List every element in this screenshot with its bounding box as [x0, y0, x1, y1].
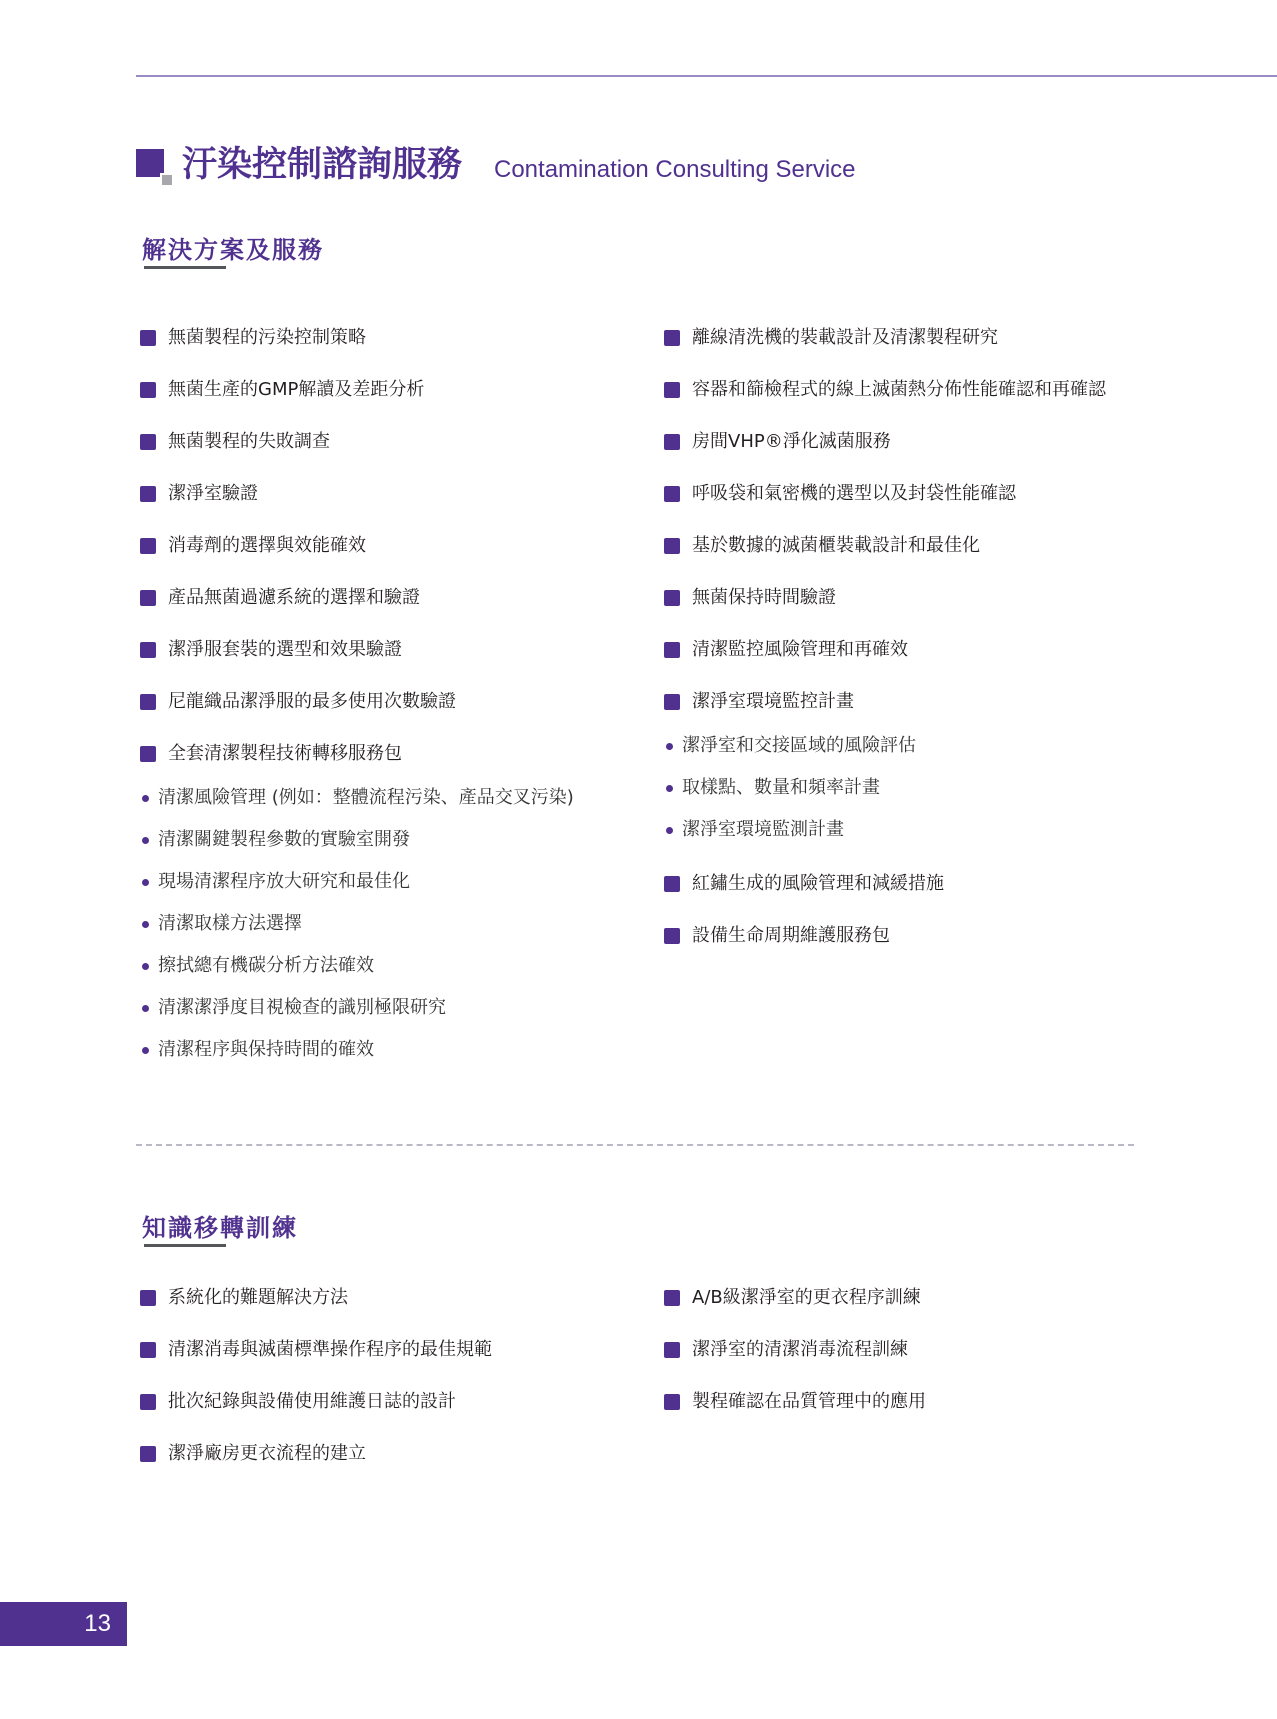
square-bullet-icon [140, 382, 156, 398]
list-item [140, 1442, 366, 1466]
dot-bullet-icon [142, 879, 149, 886]
list-item-text: 無菌保持時間驗證 [692, 587, 836, 608]
list-item-text: 現場清潔程序放大研究和最佳化 [158, 871, 410, 892]
list-item [664, 430, 891, 454]
top-rule [136, 75, 1277, 77]
list-item [664, 1390, 926, 1414]
training-heading-underline [144, 1244, 226, 1247]
square-bullet-icon [140, 434, 156, 450]
list-item [140, 1390, 456, 1414]
page-number: 13 [0, 1602, 127, 1646]
list-item-text: 清潔程序與保持時間的確效 [158, 1039, 374, 1060]
dot-bullet-icon [666, 827, 673, 834]
square-bullet-icon [140, 538, 156, 554]
list-item [664, 1338, 908, 1362]
square-bullet-icon [664, 928, 680, 944]
list-item-text: 尼龍織品潔淨服的最多使用次數驗證 [168, 691, 456, 712]
list-item-text: 批次紀錄與設備使用維護日誌的設計 [168, 1391, 456, 1412]
square-bullet-icon [140, 694, 156, 710]
list-item-text: A/B級潔淨室的更衣程序訓練 [692, 1287, 921, 1308]
square-bullet-icon [664, 1342, 680, 1358]
list-item [140, 482, 258, 506]
list-item [664, 924, 890, 948]
dot-bullet-icon [142, 837, 149, 844]
list-item-text: 擦拭總有機碳分析方法確效 [158, 955, 374, 976]
section-divider [136, 1144, 1134, 1146]
square-bullet-icon [664, 1290, 680, 1306]
list-item-text: 消毒劑的選擇與效能確效 [168, 535, 366, 556]
sub-list-item [140, 828, 410, 852]
list-item [664, 534, 980, 558]
solutions-heading: 解決方案及服務 [142, 236, 324, 264]
list-item [140, 326, 366, 350]
square-bullet-icon [664, 382, 680, 398]
list-item [664, 326, 998, 350]
list-item [140, 1286, 348, 1310]
list-item-text: 容器和篩檢程式的線上滅菌熱分佈性能確認和再確認 [692, 379, 1106, 400]
list-item-text: 清潔風險管理 (例如：整體流程污染、產品交叉污染) [158, 787, 574, 808]
list-item-text: 清潔消毒與滅菌標準操作程序的最佳規範 [168, 1339, 492, 1360]
square-bullet-icon [140, 642, 156, 658]
list-item-text: 潔淨服套裝的選型和效果驗證 [168, 639, 402, 660]
list-item [140, 430, 330, 454]
list-item-text: 無菌製程的失敗調查 [168, 431, 330, 452]
dot-bullet-icon [142, 1047, 149, 1054]
list-item-text: 離線清洗機的裝載設計及清潔製程研究 [692, 327, 998, 348]
solutions-heading-underline [144, 266, 226, 269]
list-item-text: 取樣點、數量和頻率計畫 [682, 777, 880, 798]
square-bullet-icon [140, 1446, 156, 1462]
list-item [140, 378, 424, 402]
list-item [140, 534, 366, 558]
list-item-text: 潔淨室驗證 [168, 483, 258, 504]
sub-list-item [664, 818, 844, 842]
square-bullet-icon [664, 590, 680, 606]
list-item-text: 全套清潔製程技術轉移服務包 [168, 743, 402, 764]
title-english: Contamination Consulting Service [494, 156, 856, 183]
list-item [664, 378, 1106, 402]
sub-list-item [140, 954, 374, 978]
list-item-text: 清潔監控風險管理和再確效 [692, 639, 908, 660]
square-bullet-icon [140, 1342, 156, 1358]
square-bullet-icon [664, 876, 680, 892]
square-bullet-icon [140, 746, 156, 762]
square-bullet-icon [664, 642, 680, 658]
list-item-text: 清潔取樣方法選擇 [158, 913, 302, 934]
list-item-text: 潔淨廠房更衣流程的建立 [168, 1443, 366, 1464]
list-item-text: 紅鏽生成的風險管理和減緩措施 [692, 873, 944, 894]
sub-list-item [664, 734, 916, 758]
training-heading: 知識移轉訓練 [142, 1214, 298, 1242]
square-bullet-icon [664, 486, 680, 502]
sub-list-item [140, 996, 446, 1020]
square-bullet-icon [140, 486, 156, 502]
list-item [664, 872, 944, 896]
square-bullet-icon [140, 1394, 156, 1410]
list-item [140, 1338, 492, 1362]
dot-bullet-icon [142, 921, 149, 928]
dot-bullet-icon [142, 795, 149, 802]
list-item-text: 潔淨室的清潔消毒流程訓練 [692, 1339, 908, 1360]
list-item [664, 1286, 921, 1310]
sub-list-item [140, 1038, 374, 1062]
title-square-icon [136, 149, 172, 185]
list-item [140, 742, 402, 766]
sub-list-item [664, 776, 880, 800]
list-item-text: 製程確認在品質管理中的應用 [692, 1391, 926, 1412]
list-item-text: 基於數據的滅菌櫃裝載設計和最佳化 [692, 535, 980, 556]
list-item-text: 無菌生產的GMP解讀及差距分析 [168, 379, 425, 400]
square-bullet-icon [140, 330, 156, 346]
dot-bullet-icon [142, 1005, 149, 1012]
list-item [664, 482, 1016, 506]
list-item-text: 呼吸袋和氣密機的選型以及封袋性能確認 [692, 483, 1016, 504]
list-item-text: 潔淨室環境監測計畫 [682, 819, 844, 840]
square-bullet-icon [664, 434, 680, 450]
list-item-text: 設備生命周期維護服務包 [692, 925, 890, 946]
list-item-text: 系統化的難題解決方法 [168, 1287, 348, 1308]
list-item-text: 清潔潔淨度目視檢查的識別極限研究 [158, 997, 446, 1018]
square-bullet-icon [140, 1290, 156, 1306]
list-item-text: 產品無菌過濾系統的選擇和驗證 [168, 587, 420, 608]
list-item-text: 潔淨室環境監控計畫 [692, 691, 854, 712]
list-item-text: 清潔關鍵製程參數的實驗室開發 [158, 829, 410, 850]
list-item [664, 586, 836, 610]
list-item [140, 638, 402, 662]
list-item [140, 586, 420, 610]
square-bullet-icon [140, 590, 156, 606]
square-bullet-icon [664, 1394, 680, 1410]
sub-list-item [140, 786, 574, 810]
sub-list-item [140, 912, 302, 936]
list-item-text: 潔淨室和交接區域的風險評估 [682, 735, 916, 756]
list-item [664, 690, 854, 714]
list-item [140, 690, 456, 714]
square-bullet-icon [664, 330, 680, 346]
dot-bullet-icon [666, 743, 673, 750]
sub-list-item [140, 870, 410, 894]
list-item-text: 無菌製程的污染控制策略 [168, 327, 366, 348]
square-bullet-icon [664, 538, 680, 554]
square-bullet-icon [664, 694, 680, 710]
title-chinese: 汙染控制諮詢服務 [182, 145, 463, 185]
list-item [664, 638, 908, 662]
dot-bullet-icon [142, 963, 149, 970]
list-item-text: 房間VHP®淨化滅菌服務 [692, 431, 891, 452]
dot-bullet-icon [666, 785, 673, 792]
